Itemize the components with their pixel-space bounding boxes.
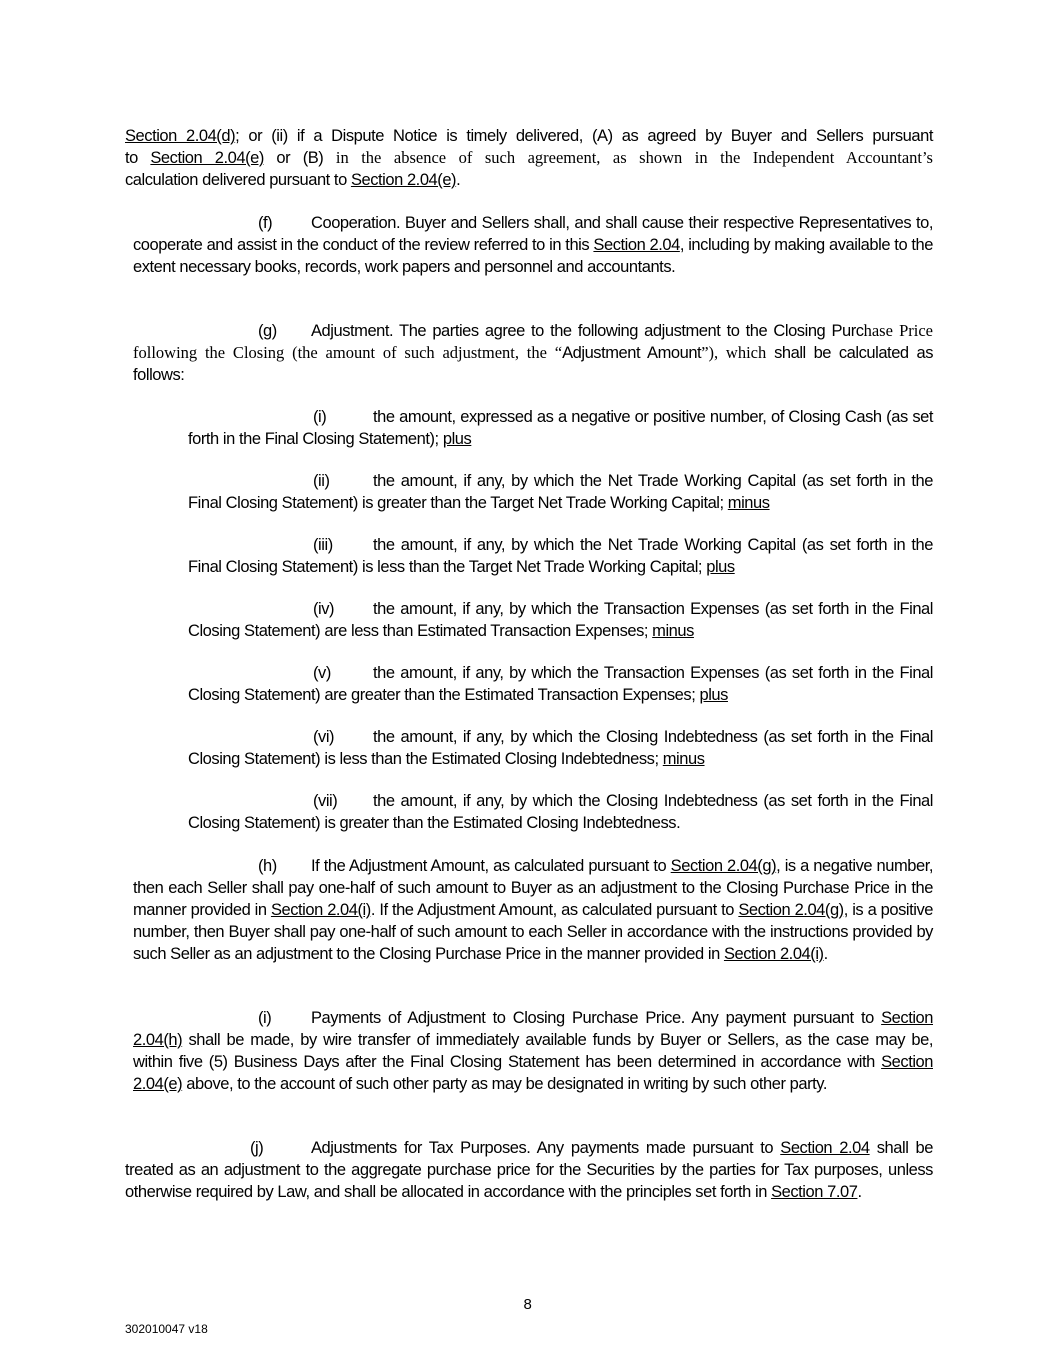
section-ref[interactable]: Section 2.04(e): [150, 149, 264, 167]
paragraph-number: (j): [250, 1139, 264, 1157]
page-number: 8: [523, 1296, 532, 1313]
paragraph-number: (h): [258, 857, 277, 875]
item-number: (v): [313, 664, 331, 682]
section-ref[interactable]: Section 2.04(e): [350, 171, 457, 189]
section-ref[interactable]: Section 2.04(g): [738, 901, 844, 919]
item-link: minus: [652, 622, 694, 640]
adjustment-item: (vii) the amount, if any, by which the Closing Indebtedness (as set forth in the Final Closing Statement) is greater than the Estimated Closing Indebtedness.: [188, 792, 933, 832]
item-link: minus: [727, 494, 770, 512]
paragraph-h: (h) If the Adjustment Amount, as calculated pursuant to Section 2.04(g), is a negative number, then each Seller shall pay one-half of such amount to Buyer as an adjustment to the Closing Purchase Price in the manner provided in Section 2.04(i). If the Adjustment Amount, as calculated pursuant to Section 2.04(g), is a positive number, then Buyer shall pay one-half of such amount to each Seller in accordance with the instructions provided by such Seller as an adjustment to the Closing Purchase Price in the manner provided in Section 2.04(i).: [133, 857, 934, 963]
section-ref[interactable]: Section 2.04: [780, 1139, 870, 1157]
section-ref[interactable]: Section 2.04(h): [133, 1009, 933, 1049]
paragraph-j: (j) Adjustments for Tax Purposes. Any payments made pursuant to Section 2.04 shall be treated as an adjustment to the aggregate purchase price for the Securities by the parties for Tax purposes, unless otherwise required by Law, and shall be allocated in accordance with the principles set forth in Section 7.07.: [125, 1139, 934, 1201]
item-link: plus: [706, 558, 735, 576]
defined-term: Adjustment Amount: [562, 344, 702, 362]
intro-line-3: calculation delivered pursuant to Section 2.04(e).: [125, 171, 461, 189]
paragraph-f: (f) Cooperation. Buyer and Sellers shall, and shall cause their respective Representatives to, cooperate and assist in the conduct of the review referred to in this Section 2.04, including by making available to the extent necessary books, records, work papers and personnel and accountants.: [133, 214, 933, 276]
section-ref[interactable]: Section 2.04(i): [723, 945, 824, 963]
document-id: 302010047 v18: [125, 1322, 208, 1336]
section-ref[interactable]: Section 2.04(i): [270, 901, 371, 919]
paragraph-i: (i) Payments of Adjustment to Closing Purchase Price. Any payment pursuant to Section 2.04(h) shall be made, by wire transfer of immediately available funds by Buyer or Sellers, as the case may be, within five (5) Business Days after the Final Closing Statement has been determined in accordance with Section 2.04(e) above, to the account of such other party as may be designated in writing by such other party.: [133, 1009, 933, 1093]
paragraph-number: (g): [258, 322, 277, 340]
item-number: (vii): [313, 792, 338, 810]
adjustment-item: (i) the amount, expressed as a negative or positive number, of Closing Cash (as set forth in the Final Closing Statement); plus: [188, 408, 933, 448]
paragraph-g: (g) Adjustment. The parties agree to the following adjustment to the Closing Purchase Price following the Closing (the amount of such adjustment, the “Adjustment Amount”), which shall be calculated as follows:: [133, 321, 933, 384]
adjustment-item: (ii) the amount, if any, by which the Net Trade Working Capital (as set forth in the Final Closing Statement) is greater than the Target Net Trade Working Capital; minus: [188, 472, 933, 512]
paragraph-number: (i): [258, 1009, 272, 1027]
intro-line-2: to Section 2.04(e) or (B) in the absence of such agreement, as shown in the Independent Accountant’s: [125, 148, 933, 167]
adjustment-item: (iv) the amount, if any, by which the Transaction Expenses (as set forth in the Final Closing Statement) are less than Estimated Transaction Expenses; minus: [188, 600, 933, 640]
item-link: minus: [662, 750, 705, 768]
adjustment-item: (iii) the amount, if any, by which the Net Trade Working Capital (as set forth in the Final Closing Statement) is less than the Target Net Trade Working Capital; plus: [188, 536, 933, 576]
section-ref[interactable]: Section 2.04(d): [125, 127, 236, 145]
item-number: (ii): [313, 472, 330, 490]
item-number: (iv): [313, 600, 335, 618]
item-number: (i): [313, 408, 327, 426]
item-link: plus: [699, 686, 728, 704]
section-ref[interactable]: Section 2.04: [593, 236, 680, 254]
intro-line-1: Section 2.04(d); or (ii) if a Dispute Notice is timely delivered, (A) as agreed by Buyer and Sellers pursuant: [125, 127, 933, 145]
adjustment-item: (vi) the amount, if any, by which the Closing Indebtedness (as set forth in the Final Closing Statement) is less than the Estimated Closing Indebtedness; minus: [188, 728, 933, 768]
section-ref[interactable]: Section 2.04(g): [670, 857, 777, 875]
item-link: plus: [442, 430, 472, 448]
paragraph-number: (f): [258, 214, 273, 232]
section-ref[interactable]: Section 2.04(e): [133, 1053, 933, 1093]
item-number: (vi): [313, 728, 335, 746]
item-number: (iii): [313, 536, 333, 554]
section-ref[interactable]: Section 7.07: [771, 1183, 858, 1201]
intro-paragraph: [125, 125, 933, 191]
adjustment-item: (v) the amount, if any, by which the Transaction Expenses (as set forth in the Final Closing Statement) are greater than the Estimated Transaction Expenses; plus: [188, 664, 933, 704]
